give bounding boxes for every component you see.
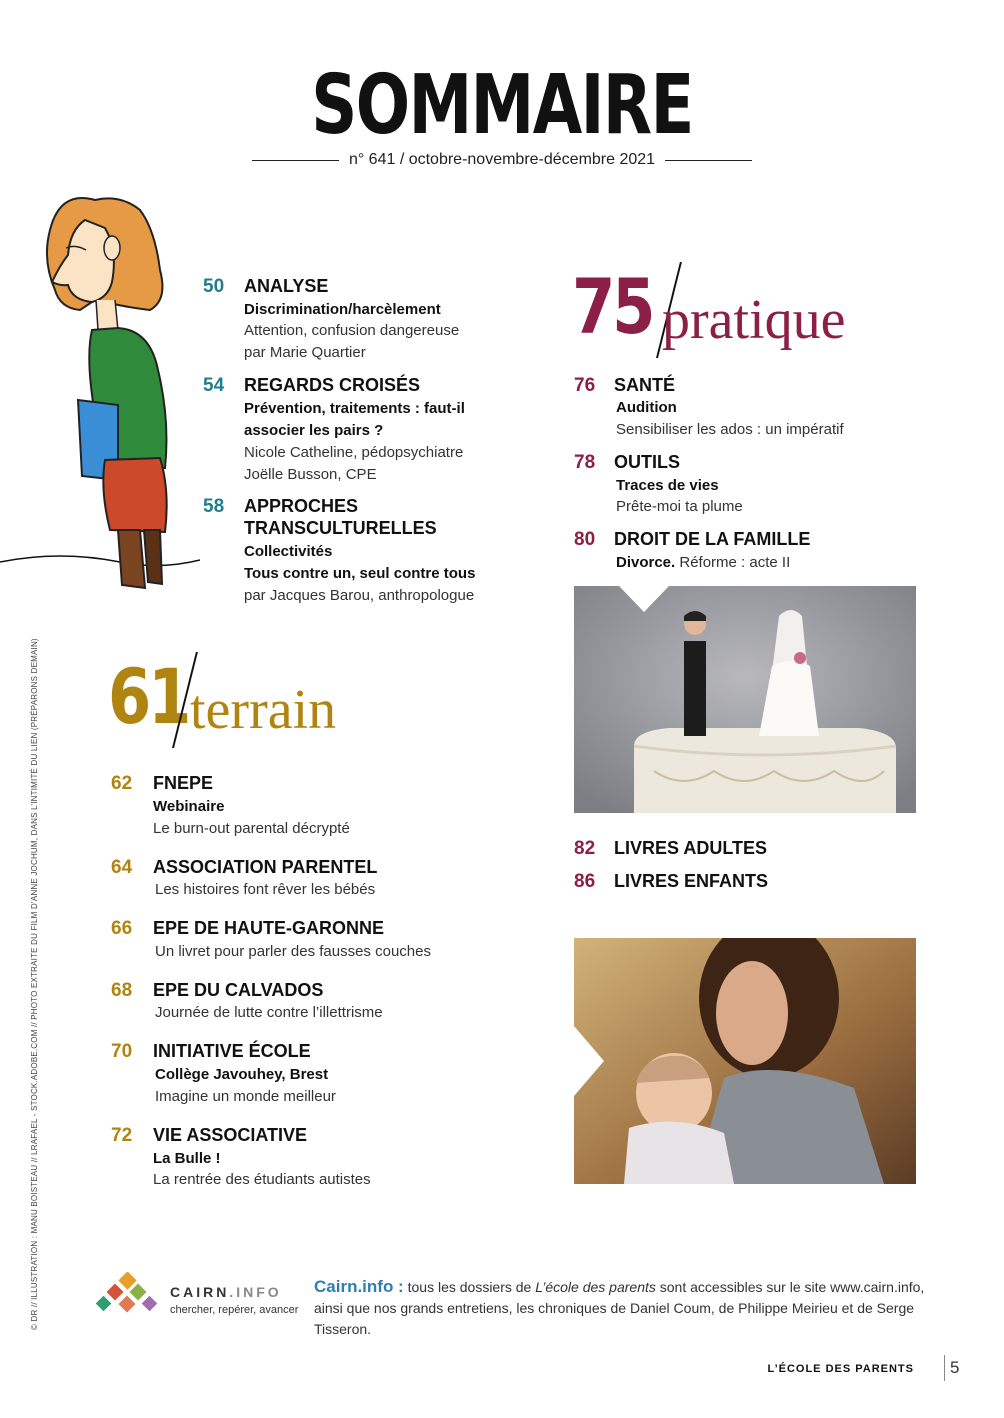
article-description: Prête-moi ta plume — [616, 498, 743, 515]
section-heading-cont: TRANSCULTURELLES — [244, 518, 437, 538]
section-number: 75 — [572, 262, 653, 351]
cairn-logo-icon — [94, 1272, 162, 1318]
section-number: 61 — [108, 652, 189, 741]
cairn-logo-name: CAIRN — [170, 1284, 230, 1300]
article-author: Joëlle Busson, CPE — [244, 466, 377, 483]
article-title: Audition — [616, 399, 677, 416]
footer-divider — [944, 1355, 945, 1381]
cairn-tagline: chercher, repérer, avancer — [170, 1304, 299, 1316]
page-number: 78 — [574, 452, 596, 473]
section-heading: APPROCHES — [244, 496, 359, 516]
cairn-logo-text — [170, 1284, 282, 1300]
page-number: 64 — [111, 857, 133, 878]
page-number: 58 — [203, 496, 225, 517]
wedding-cake-photo — [574, 586, 916, 813]
section-heading: LIVRES ENFANTS — [614, 871, 769, 891]
cartoon-woman-illustration — [0, 190, 200, 610]
magazine-footer: L’ÉCOLE DES PARENTS — [767, 1363, 914, 1375]
section-heading: FNEPE — [153, 773, 214, 793]
article-title-cont: associer les pairs ? — [244, 422, 384, 439]
page-number: 50 — [203, 276, 225, 297]
page-title: SOMMAIRE — [311, 58, 693, 153]
page-number: 72 — [111, 1125, 133, 1146]
article-title: Prévention, traitements : faut-il — [244, 400, 465, 417]
article-description: Sensibiliser les ados : un impératif — [616, 421, 844, 438]
article-description: Attention, confusion dangereuse — [244, 322, 460, 339]
article-title: Divorce. — [616, 554, 676, 571]
article-title-cont: Tous contre un, seul contre tous — [244, 565, 476, 582]
article-description: Le burn-out parental décrypté — [153, 820, 350, 837]
article-author: par Marie Quartier — [244, 344, 366, 361]
mother-baby-photo — [574, 938, 916, 1184]
page-number: 70 — [111, 1041, 133, 1062]
page-number: 80 — [574, 529, 596, 550]
section-heading: REGARDS CROISÉS — [244, 375, 421, 395]
page-number: 54 — [203, 375, 225, 396]
section-heading: LIVRES ADULTES — [614, 838, 768, 858]
cairn-logo-suffix: .INFO — [229, 1284, 282, 1300]
page-number: 82 — [574, 838, 596, 859]
page-number: 68 — [111, 980, 133, 1001]
page-number: 66 — [111, 918, 133, 939]
cairn-link[interactable]: Cairn.info : — [314, 1277, 404, 1296]
article-author: Nicole Catheline, pédopsychiatre — [244, 444, 464, 461]
article-description: La rentrée des étudiants autistes — [153, 1171, 371, 1188]
article-title: Collège Javouhey, Brest — [155, 1066, 329, 1083]
section-heading: INITIATIVE ÉCOLE — [153, 1041, 311, 1061]
section-heading: DROIT DE LA FAMILLE — [614, 529, 811, 549]
cairn-note — [314, 1276, 954, 1340]
article-title: Traces de vies — [616, 477, 719, 494]
article-description: Un livret pour parler des fausses couches — [155, 943, 431, 960]
page-number: 86 — [574, 871, 596, 892]
article-author: par Jacques Barou, anthropologue — [244, 587, 475, 604]
cairn-text-part: tous les dossiers de — [403, 1279, 536, 1295]
magazine-name: L’école des parents — [535, 1279, 656, 1295]
article-description: Les histoires font rêver les bébés — [155, 881, 376, 898]
divider — [252, 160, 339, 161]
section-heading: EPE DU CALVADOS — [153, 980, 324, 1000]
section-heading: EPE DE HAUTE-GARONNE — [153, 918, 385, 938]
page-number: 76 — [574, 375, 596, 396]
article-description: Réforme : acte II — [675, 554, 791, 571]
section-heading: SANTÉ — [614, 375, 676, 395]
photo-credit: © DR // ILLUSTRATION : MANU BOISTEAU // LRAFAEL - STOCK.ADOBE.COM // PHOTO EXTRAITE DU FILM D’ANNE JOCHUM, DANS L’INTIMITÉ DU LIEN (PRÉPARONS DEMAIN) — [30, 638, 39, 1330]
issue-line — [252, 151, 752, 169]
section-heading: ANALYSE — [244, 276, 329, 296]
article-description: Journée de lutte contre l’illettrisme — [155, 1004, 383, 1021]
section-heading: ASSOCIATION PARENTEL — [153, 857, 378, 877]
cairn-text-part: sont accessibles sur le site www.cairn.info, ainsi que nos grands entretiens, les chroniques de Daniel Coum, de Philippe Meirieu et de Serge Tisseron. — [314, 1279, 925, 1337]
article-title: Collectivités — [244, 543, 333, 560]
section-heading: VIE ASSOCIATIVE — [153, 1125, 308, 1145]
article-line — [616, 554, 790, 571]
article-description: Imagine un monde meilleur — [155, 1088, 336, 1105]
page-number-footer: 5 — [950, 1358, 960, 1377]
article-title: Webinaire — [153, 798, 225, 815]
section-heading: OUTILS — [614, 452, 680, 472]
page-number: 62 — [111, 773, 133, 794]
article-title: La Bulle ! — [153, 1150, 221, 1167]
article-title: Discrimination/harcèlement — [244, 301, 441, 318]
issue-number: n° 641 / octobre-novembre-décembre 2021 — [348, 151, 656, 168]
divider — [665, 160, 752, 161]
section-title: terrain — [190, 679, 337, 741]
section-title: pratique — [662, 289, 846, 351]
